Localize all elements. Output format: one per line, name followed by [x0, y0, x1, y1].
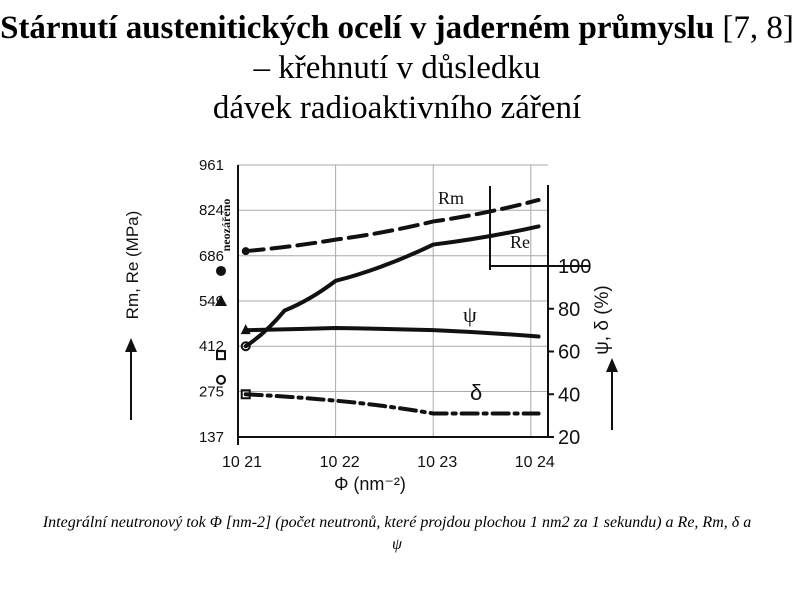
y-left-tick-label: 412 — [198, 338, 224, 356]
y-right-tick-label: 40 — [558, 384, 581, 407]
y-right-tick-label: 60 — [558, 341, 581, 364]
y-right-tick-label: 20 — [558, 427, 581, 449]
title-rest-2: dávek radioaktivního záření — [212, 90, 582, 126]
series-line-Rm — [246, 200, 539, 251]
series-line-ψ — [246, 328, 539, 337]
x-tick-label: 10 24 — [514, 454, 555, 471]
series-label-δ: δ — [470, 380, 483, 405]
series-line-δ — [246, 394, 539, 413]
title-rest-1: [7, 8] – křehnutí v důsledku — [253, 10, 794, 86]
x-tick-label: 10 22 — [319, 454, 360, 471]
y-left-tick-label: 686 — [198, 247, 224, 265]
title-bold: Stárnutí austenitických ocelí v jaderném průmyslu — [0, 10, 715, 46]
y-left-tick-label: 961 — [198, 157, 224, 174]
y-right-tick-label: 100 — [558, 256, 592, 278]
y-right-arrow-head — [606, 358, 618, 372]
y-right-tick-label: 80 — [558, 298, 581, 321]
series-point — [242, 247, 250, 255]
y-left-arrow-head — [125, 338, 137, 352]
y-axis-right-title: ψ, δ (%) — [592, 285, 613, 355]
x-tick-label: 10 23 — [417, 454, 458, 471]
y-left-tick-label: 824 — [198, 202, 224, 220]
y-left-tick-label: 549 — [198, 293, 224, 310]
y-left-tick-label: 137 — [198, 429, 224, 446]
figure-caption: Integrální neutronový tok Φ [nm-2] (počet neutronů, které projdou plochou 1 nm2 za 1 sekundu) a Re, Rm, δ a ψ — [42, 514, 752, 553]
y-left-tick-label: 275 — [198, 383, 224, 401]
unirradiated-label: neozářeno — [219, 198, 233, 252]
unirradiated-point — [216, 266, 226, 276]
series-label-ψ: ψ — [463, 302, 477, 327]
series-label-Rm: Rm — [438, 188, 465, 208]
x-tick-label: 10 21 — [221, 454, 263, 471]
x-axis-title: Φ (nm⁻²) — [334, 474, 406, 494]
y-axis-left-title: Rm, Re (MPa) — [123, 210, 142, 320]
chart-labels — [123, 157, 613, 494]
series-label-Re: Re — [510, 232, 530, 252]
